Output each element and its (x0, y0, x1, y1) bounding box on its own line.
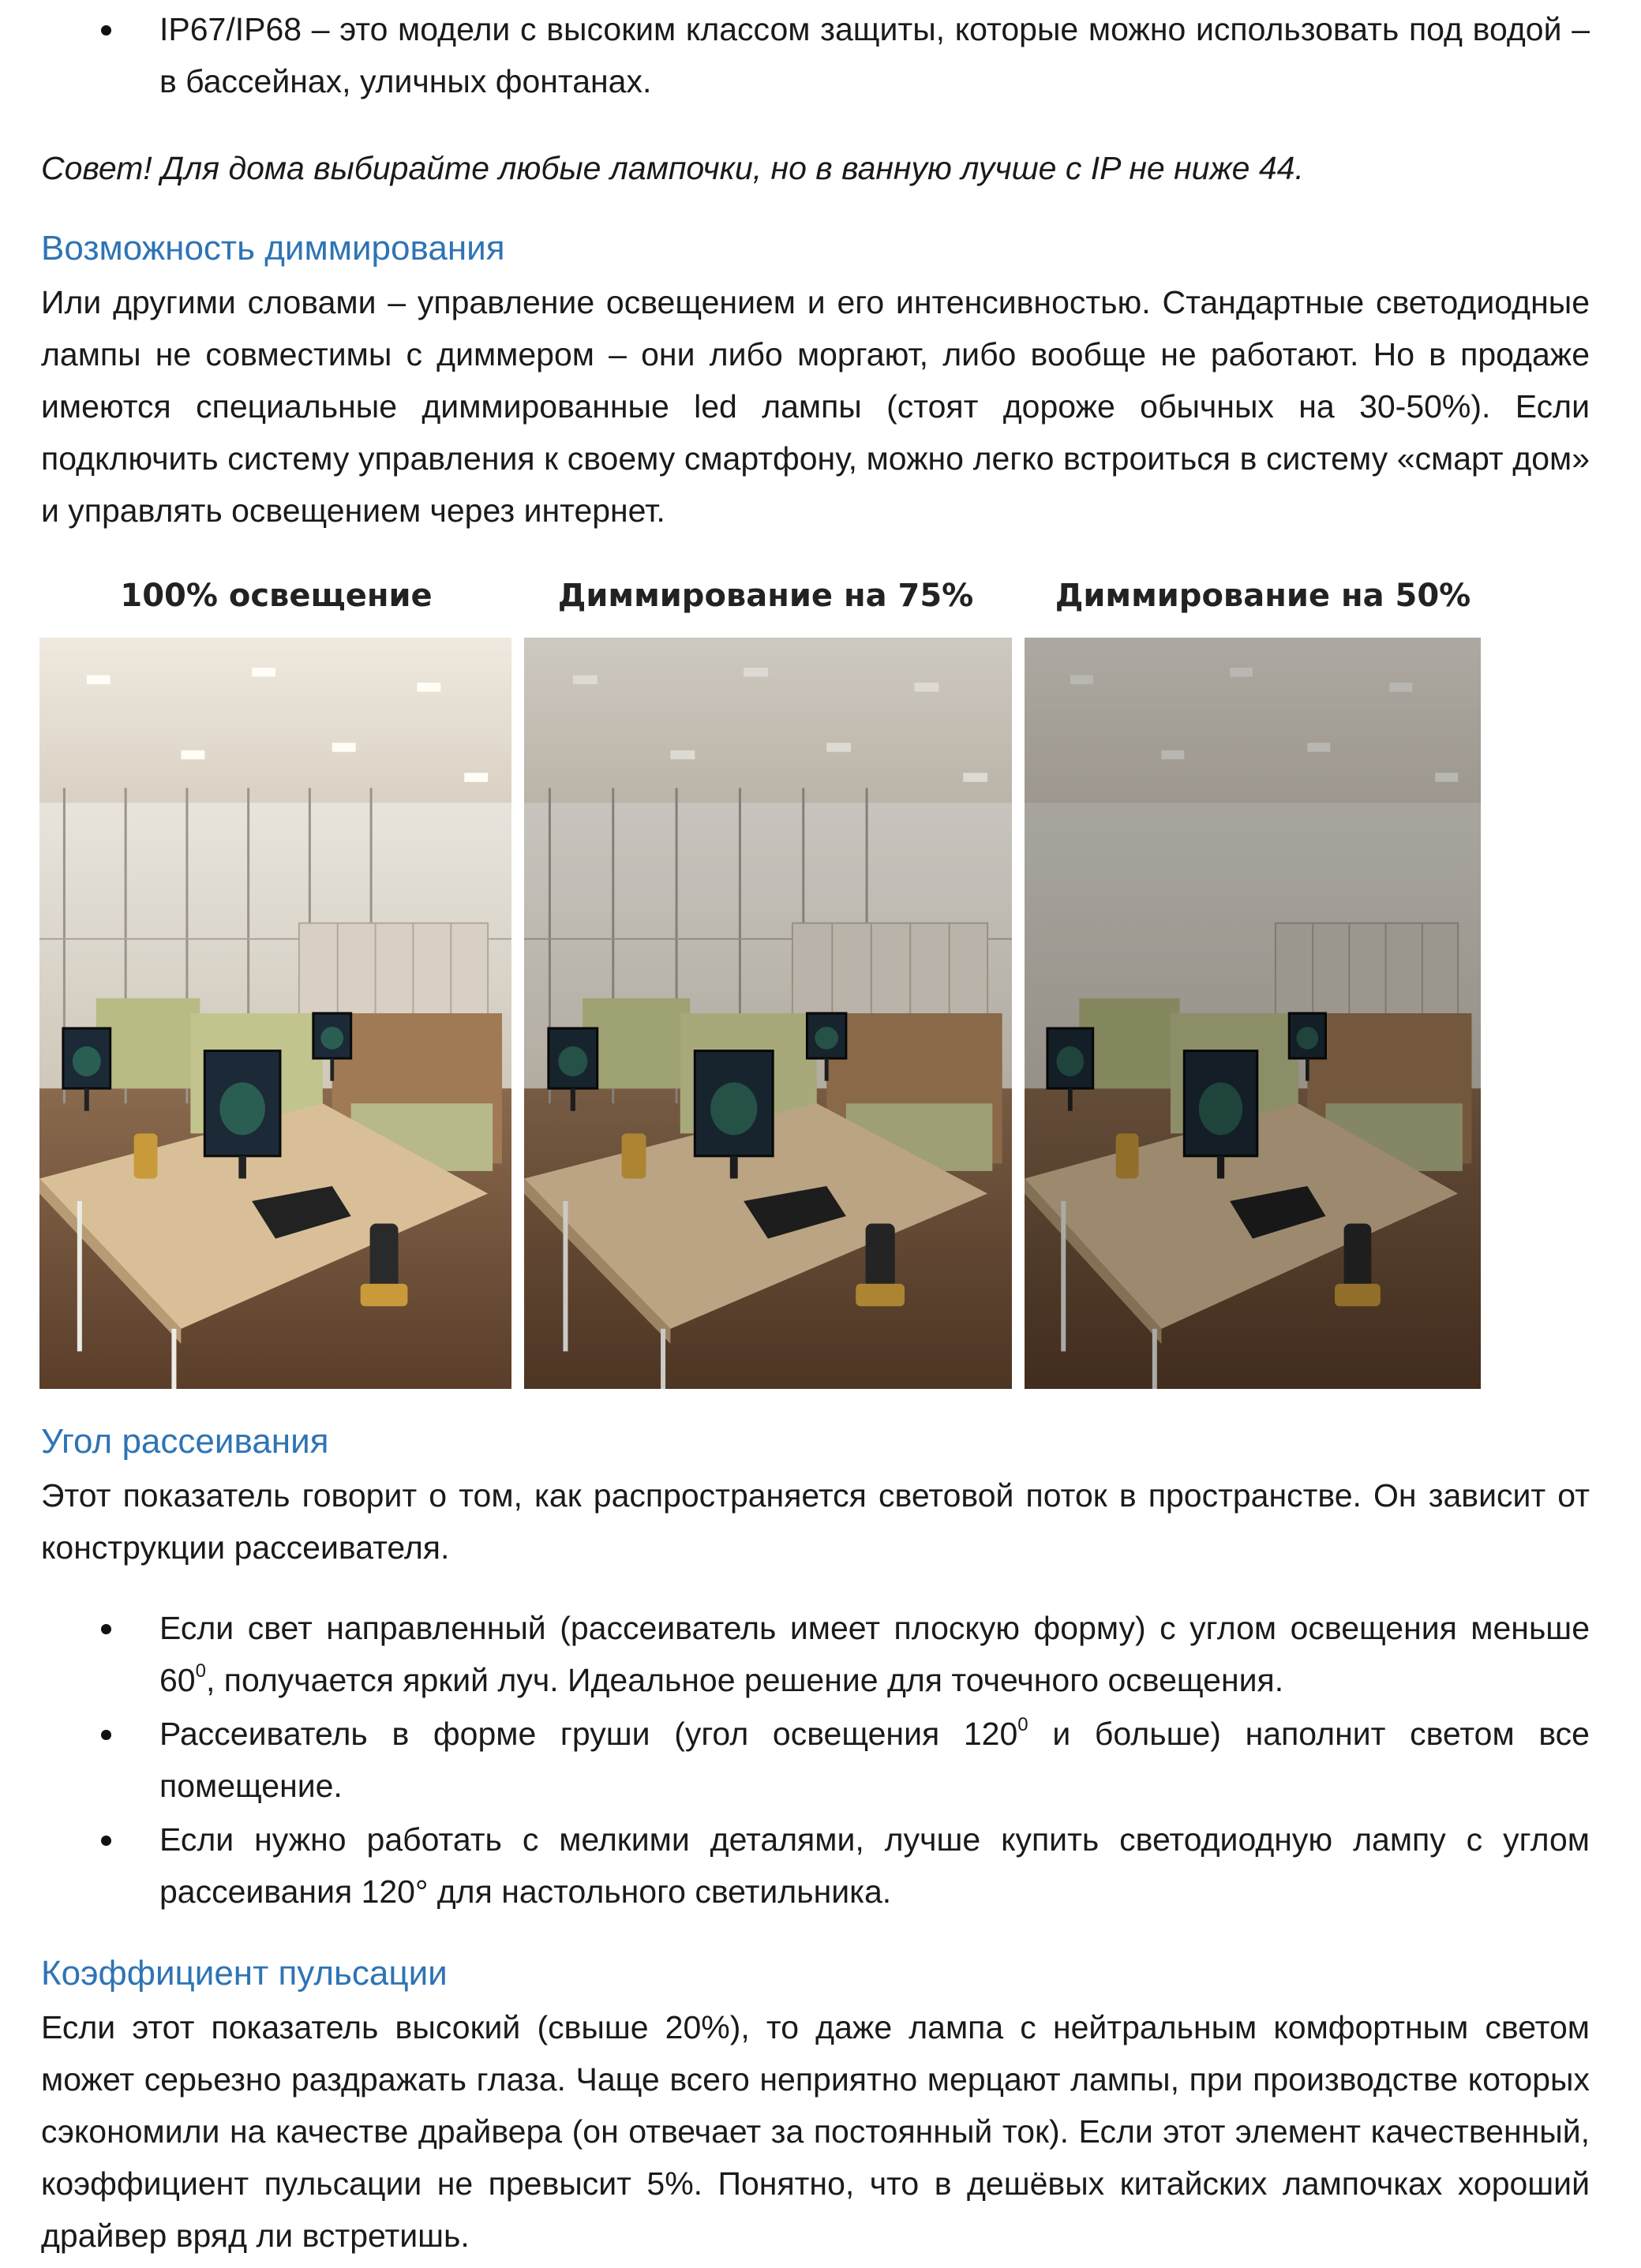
list-item-text: IP67/IP68 – это модели с высоким классом защиты, которые можно использовать под водой – в бассейнах, уличных фонтанах. (159, 11, 1590, 99)
pulse-paragraph: Если этот показатель высокий (свыше 20%), то даже лампа с нейтральным комфортным светом может серьезно раздражать глаза. Чаще всего неприятно мерцают лампы, при производстве которых сэкономили на качестве драйвера (он отвечает за постоянный ток). Если этот элемент качественный, коэффициент пульсации не превысит 5%. Понятно, что в дешёвых китайских лампочках хороший драйвер вряд ли встретишь. (41, 2009, 1590, 2254)
list-item (41, 1708, 1590, 1812)
bullet-icon (101, 25, 111, 36)
list-item-text-before: Если свет направленный (рассеиватель имеет плоскую форму) с углом освещения меньше 60 (159, 1610, 1590, 1698)
office-photo-75 (524, 638, 1012, 1389)
section-heading-angle: Угол рассеивания (41, 1422, 329, 1461)
dimming-paragraph: Или другими словами – управление освещением и его интенсивностью. Стандартные светодиодные лампы не совместимы с диммером – они либо моргают, либо вообще не работают. Но в продаже имеются специальные диммированные led лампы (стоят дороже обычных на 30-50%). Если подключить систему управления к своему смартфону, можно легко встроиться в систему «смарт дом» и управлять освещением через интернет. (41, 284, 1590, 529)
list-item-text-after: , получается яркий луч. Идеальное решение для точечного освещения. (205, 1662, 1284, 1698)
protection-class-list (41, 3, 1590, 107)
section-heading-pulse: Коэффициент пульсации (41, 1954, 448, 1993)
bullet-icon (101, 1624, 111, 1634)
list-item (41, 1813, 1590, 1918)
panel-caption: Диммирование на 75% (557, 578, 974, 614)
panel-caption: Диммирование на 50% (1055, 578, 1471, 614)
list-item-text-before: Рассеиватель в форме груши (угол освещения 120 (159, 1716, 1018, 1752)
panel-caption: 100% освещение (120, 578, 433, 614)
section-heading-dimming: Возможность диммирования (41, 229, 505, 268)
list-item-text-before: Если нужно работать с мелкими деталями, лучше купить светодиодную лампу с углом рассеивания 120° для настольного светильника. (159, 1821, 1590, 1910)
superscript: 0 (1017, 1714, 1028, 1735)
bullet-icon (101, 1836, 111, 1846)
office-photo-100 (39, 638, 511, 1389)
list-item (41, 3, 1590, 107)
angle-paragraph: Этот показатель говорит о том, как распространяется световой поток в пространстве. Он зависит от конструкции рассеивателя. (41, 1477, 1590, 1566)
list-item (41, 1602, 1590, 1706)
tip-text: Совет! Для дома выбирайте любые лампочки, но в ванную лучше с IP не ниже 44. (41, 150, 1304, 186)
angle-list (41, 1602, 1590, 1918)
superscript: 0 (195, 1660, 206, 1682)
bullet-icon (101, 1730, 111, 1740)
list-item-text-after: и больше) наполнит светом все помещение. (159, 1716, 1590, 1804)
office-photo-50 (1025, 638, 1481, 1389)
dimming-comparison-figure (39, 562, 1523, 1389)
